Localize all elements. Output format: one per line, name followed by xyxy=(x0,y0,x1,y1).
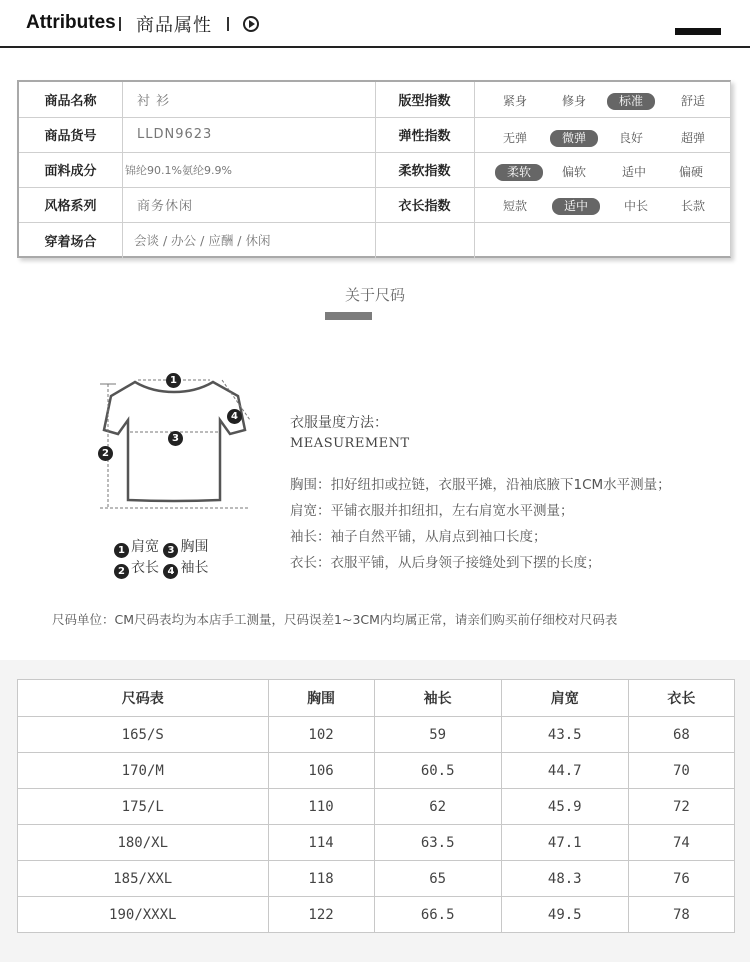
table-cell: 76 xyxy=(628,861,734,897)
column-header: 尺码表 xyxy=(18,680,269,717)
table-cell: 45.9 xyxy=(501,789,628,825)
legend-sleeve: 袖长 xyxy=(180,560,209,576)
table-row xyxy=(18,789,735,825)
marker-2-icon: 2 xyxy=(98,439,115,461)
measurement-subtitle: MEASUREMENT xyxy=(290,436,410,451)
table-cell: 60.5 xyxy=(374,753,501,789)
header-title-en: Attributes xyxy=(26,12,116,33)
index-option: 偏硬 xyxy=(678,165,703,179)
table-cell: 165/S xyxy=(18,717,269,753)
table-row xyxy=(18,897,735,933)
table-cell: 180/XL xyxy=(18,825,269,861)
table-cell: 78 xyxy=(628,897,734,933)
table-divider xyxy=(122,82,123,258)
table-cell: 65 xyxy=(374,861,501,897)
index-option: 长款 xyxy=(680,199,705,213)
attr-value: LLDN9623 xyxy=(137,127,213,142)
table-cell: 122 xyxy=(268,897,374,933)
column-header: 肩宽 xyxy=(501,680,628,717)
table-cell: 66.5 xyxy=(374,897,501,933)
attr-label: 商品货号 xyxy=(44,129,97,144)
table-cell: 68 xyxy=(628,717,734,753)
attributes-table xyxy=(17,80,731,258)
index-option-selected: 柔软 xyxy=(495,164,543,181)
diagram-legend: 2 衣长 4 袖长 xyxy=(114,557,208,579)
index-option: 短款 xyxy=(502,199,527,213)
index-option: 偏软 xyxy=(561,165,586,179)
index-option-selected: 适中 xyxy=(552,198,600,215)
index-option: 良好 xyxy=(618,131,643,145)
table-cell: 106 xyxy=(268,753,374,789)
legend-shoulder: 肩宽 xyxy=(131,539,159,555)
table-cell: 59 xyxy=(374,717,501,753)
legend-length: 衣长 xyxy=(131,560,159,576)
decorative-bar xyxy=(325,312,372,320)
attr-label: 穿着场合 xyxy=(44,234,97,250)
table-divider xyxy=(474,82,475,258)
table-cell: 44.7 xyxy=(501,753,628,789)
table-cell: 102 xyxy=(268,717,374,753)
play-circle-icon xyxy=(243,16,259,32)
index-label: 衣长指数 xyxy=(398,199,451,214)
table-cell: 63.5 xyxy=(374,825,501,861)
table-cell: 190/XXXL xyxy=(18,897,269,933)
header-divider xyxy=(227,17,229,31)
table-cell: 49.5 xyxy=(501,897,628,933)
attr-value: 商务休闲 xyxy=(137,199,194,214)
table-cell: 118 xyxy=(268,861,374,897)
table-cell: 43.5 xyxy=(501,717,628,753)
table-cell: 74 xyxy=(628,825,734,861)
column-header: 袖长 xyxy=(374,680,501,717)
table-cell: 48.3 xyxy=(501,861,628,897)
table-cell: 72 xyxy=(628,789,734,825)
header-divider xyxy=(119,17,121,31)
column-header: 衣长 xyxy=(628,680,734,717)
measurement-line: 肩宽：平铺衣服并扣纽扣，左右肩宽水平测量； xyxy=(290,503,574,519)
index-option: 无弹 xyxy=(502,131,527,145)
measurement-line: 衣长：衣服平铺，从后身领子接缝处到下摆的长度； xyxy=(290,555,601,571)
header-title-cn: 商品属性 xyxy=(136,15,212,36)
marker-4-icon: 4 xyxy=(227,402,244,424)
about-size-title: 关于尺码 xyxy=(344,286,405,304)
table-row xyxy=(18,861,735,897)
index-label: 柔软指数 xyxy=(398,164,451,179)
table-row xyxy=(18,753,735,789)
attr-value: 会谈 / 办公 / 应酬 / 休闲 xyxy=(134,233,271,248)
table-cell: 62 xyxy=(374,789,501,825)
table-header-row xyxy=(18,680,735,717)
table-row xyxy=(18,825,735,861)
attr-label: 面料成分 xyxy=(44,164,97,179)
table-cell: 70 xyxy=(628,753,734,789)
size-table xyxy=(17,679,735,933)
table-cell: 170/M xyxy=(18,753,269,789)
table-cell: 47.1 xyxy=(501,825,628,861)
decorative-bar xyxy=(675,28,721,35)
marker-1-icon: 1 xyxy=(166,366,183,388)
table-cell: 175/L xyxy=(18,789,269,825)
index-option-selected: 标准 xyxy=(607,93,655,110)
attr-label: 商品名称 xyxy=(44,94,97,109)
table-cell: 110 xyxy=(268,789,374,825)
marker-3-icon: 3 xyxy=(168,424,185,446)
legend-chest: 胸围 xyxy=(180,539,209,555)
attr-value: 锦纶90.1%氨纶9.9% xyxy=(125,163,232,177)
measurement-line: 袖长：袖子自然平铺，从肩点到袖口长度； xyxy=(290,529,547,545)
table-cell: 114 xyxy=(268,825,374,861)
index-label: 弹性指数 xyxy=(398,129,451,144)
column-header: 胸围 xyxy=(268,680,374,717)
section-header xyxy=(0,0,750,48)
size-note: 尺码单位：CM尺码表均为本店手工测量，尺码误差1~3CM内均属正常，请亲们购买前仔细校对尺码表 xyxy=(52,612,618,627)
index-label: 版型指数 xyxy=(398,94,451,109)
index-option-selected: 微弹 xyxy=(550,130,598,147)
index-option: 超弹 xyxy=(680,131,705,145)
attr-value: 衬 衫 xyxy=(137,94,171,109)
table-row xyxy=(18,717,735,753)
index-option: 适中 xyxy=(621,165,646,179)
measurement-line: 胸围：扣好纽扣或拉链，衣服平摊，沿袖底腋下1CM水平测量； xyxy=(290,477,671,493)
index-option: 紧身 xyxy=(502,94,527,108)
attr-label: 风格系列 xyxy=(44,199,97,214)
index-option: 中长 xyxy=(623,199,648,213)
table-cell: 185/XXL xyxy=(18,861,269,897)
index-option: 修身 xyxy=(561,94,586,108)
index-option: 舒适 xyxy=(680,94,705,108)
measurement-title: 衣服量度方法： xyxy=(290,415,388,431)
diagram-legend: 1 肩宽 3 胸围 xyxy=(114,536,208,558)
